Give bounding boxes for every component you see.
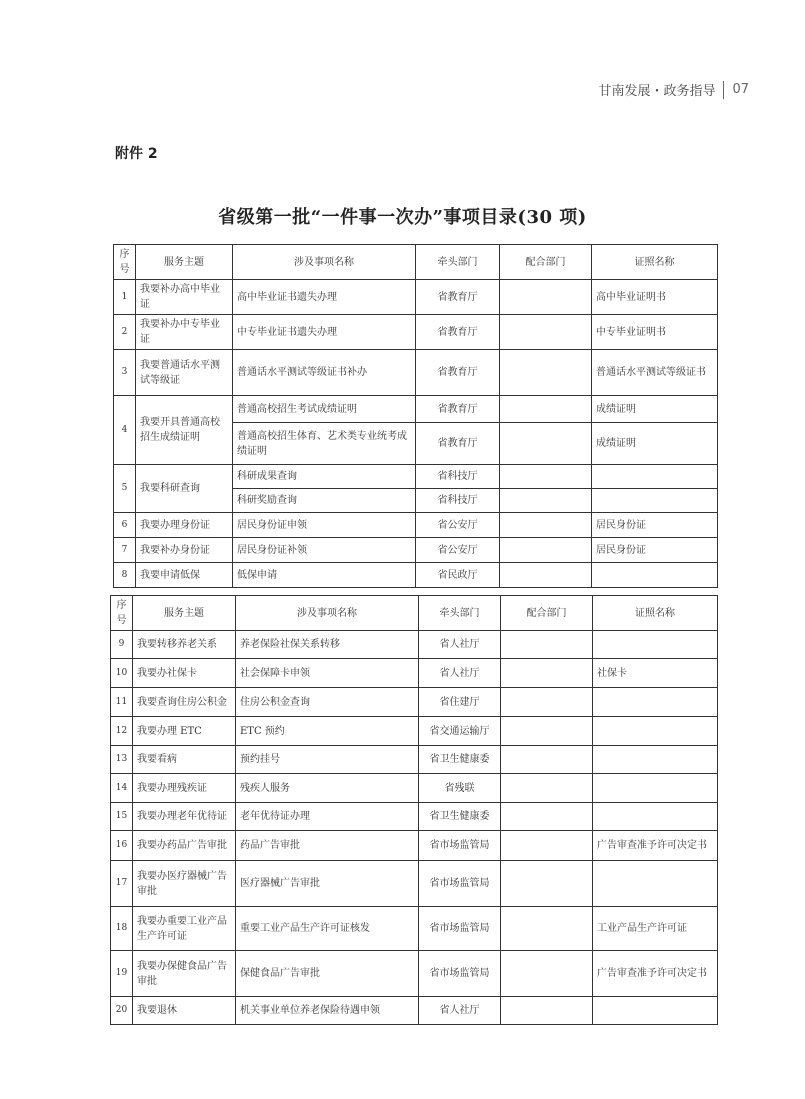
row-item: 药品广告审批 — [236, 831, 419, 861]
row-topic: 我要普通话水平测试等级证 — [136, 350, 233, 396]
row-coop — [500, 465, 592, 489]
row-no: 8 — [114, 563, 136, 588]
row-item: 医疗器械广告审批 — [236, 861, 419, 907]
header-section: 甘南发展・政务指导 — [598, 84, 716, 99]
row-cert — [593, 688, 718, 717]
col-header-cert: 证照名称 — [592, 245, 718, 280]
table-row — [111, 951, 718, 997]
row-no: 12 — [111, 717, 133, 746]
row-coop — [500, 538, 592, 563]
row-dept: 省住建厅 — [419, 688, 501, 717]
row-no: 14 — [111, 774, 133, 803]
row-no: 20 — [111, 997, 133, 1025]
row-item: ETC 预约 — [236, 717, 419, 746]
row-no: 18 — [111, 907, 133, 951]
row-cert: 社保卡 — [593, 659, 718, 688]
row-cert: 高中毕业证明书 — [592, 280, 718, 315]
row-cert — [593, 746, 718, 774]
row-topic: 我要办理 ETC — [133, 717, 236, 746]
row-topic: 我要科研查询 — [136, 465, 233, 513]
row-coop — [500, 350, 592, 396]
col-header-dept: 牵头部门 — [416, 245, 500, 280]
row-dept: 省科技厅 — [416, 489, 500, 513]
row-dept: 省教育厅 — [416, 350, 500, 396]
items-table-1 — [113, 244, 718, 588]
row-item: 低保申请 — [233, 563, 416, 588]
table-row — [114, 538, 718, 563]
row-coop — [500, 423, 592, 465]
table-row — [111, 997, 718, 1025]
table-row — [111, 717, 718, 746]
table-row — [114, 563, 718, 588]
row-cert — [592, 489, 718, 513]
row-dept: 省教育厅 — [416, 396, 500, 423]
row-coop — [501, 951, 593, 997]
row-dept: 省公安厅 — [416, 538, 500, 563]
row-coop — [501, 717, 593, 746]
attachment-label: 附件 2 — [115, 146, 158, 162]
table-row — [111, 907, 718, 951]
row-cert: 广告审查准予许可决定书 — [593, 951, 718, 997]
row-cert: 成绩证明 — [592, 423, 718, 465]
row-cert — [593, 774, 718, 803]
row-coop — [500, 280, 592, 315]
row-cert: 普通话水平测试等级证书 — [592, 350, 718, 396]
row-cert — [592, 563, 718, 588]
row-topic: 我要办理残疾证 — [133, 774, 236, 803]
row-topic: 我要办医疗器械广告审批 — [133, 861, 236, 907]
row-dept: 省民政厅 — [416, 563, 500, 588]
row-item: 重要工业产品生产许可证核发 — [236, 907, 419, 951]
row-cert: 广告审查准予许可决定书 — [593, 831, 718, 861]
document-title: 省级第一批“一件事一次办”事项目录(30 项) — [218, 207, 587, 228]
row-coop — [501, 688, 593, 717]
table-row — [111, 659, 718, 688]
row-dept: 省卫生健康委 — [419, 746, 501, 774]
row-dept: 省公安厅 — [416, 513, 500, 538]
row-item: 机关事业单位养老保险待遇申领 — [236, 997, 419, 1025]
page-header — [598, 80, 749, 99]
row-no: 9 — [111, 631, 133, 659]
row-cert — [593, 861, 718, 907]
row-topic: 我要补办高中毕业证 — [136, 280, 233, 315]
row-dept: 省人社厅 — [419, 659, 501, 688]
row-cert — [593, 997, 718, 1025]
row-item: 科研成果查询 — [233, 465, 416, 489]
row-dept: 省市场监管局 — [419, 861, 501, 907]
row-cert — [593, 803, 718, 831]
row-topic: 我要办理老年优待证 — [133, 803, 236, 831]
row-no: 15 — [111, 803, 133, 831]
row-item: 居民身份证补领 — [233, 538, 416, 563]
row-item: 养老保险社保关系转移 — [236, 631, 419, 659]
row-dept: 省教育厅 — [416, 315, 500, 350]
row-item: 普通话水平测试等级证书补办 — [233, 350, 416, 396]
col-header-dept: 牵头部门 — [419, 596, 501, 631]
row-topic: 我要查询住房公积金 — [133, 688, 236, 717]
row-dept: 省教育厅 — [416, 423, 500, 465]
row-no: 2 — [114, 315, 136, 350]
col-header-coop: 配合部门 — [500, 245, 592, 280]
row-item: 普通高校招生考试成绩证明 — [233, 396, 416, 423]
row-dept: 省科技厅 — [416, 465, 500, 489]
row-no: 13 — [111, 746, 133, 774]
row-topic: 我要申请低保 — [136, 563, 233, 588]
col-header-no: 序号 — [111, 596, 133, 631]
col-header-topic: 服务主题 — [136, 245, 233, 280]
row-item: 老年优待证办理 — [236, 803, 419, 831]
row-no: 16 — [111, 831, 133, 861]
row-no: 3 — [114, 350, 136, 396]
row-cert: 成绩证明 — [592, 396, 718, 423]
row-no: 11 — [111, 688, 133, 717]
col-header-item: 涉及事项名称 — [233, 245, 416, 280]
row-no: 7 — [114, 538, 136, 563]
row-coop — [501, 803, 593, 831]
row-coop — [501, 659, 593, 688]
table-row — [114, 315, 718, 350]
row-item: 高中毕业证书遗失办理 — [233, 280, 416, 315]
row-item: 保健食品广告审批 — [236, 951, 419, 997]
row-item: 普通高校招生体育、艺术类专业统考成绩证明 — [233, 423, 416, 465]
row-no: 5 — [114, 465, 136, 513]
row-dept: 省残联 — [419, 774, 501, 803]
row-item: 住房公积金查询 — [236, 688, 419, 717]
table-row — [114, 280, 718, 315]
row-coop — [501, 831, 593, 861]
row-cert — [593, 717, 718, 746]
row-coop — [501, 746, 593, 774]
row-dept: 省市场监管局 — [419, 907, 501, 951]
col-header-cert: 证照名称 — [593, 596, 718, 631]
row-coop — [501, 997, 593, 1025]
table-row — [114, 465, 718, 489]
table-row — [111, 803, 718, 831]
table-row — [111, 831, 718, 861]
col-header-coop: 配合部门 — [501, 596, 593, 631]
table-row — [111, 746, 718, 774]
table-row — [111, 861, 718, 907]
row-no: 19 — [111, 951, 133, 997]
row-topic: 我要补办中专毕业证 — [136, 315, 233, 350]
items-table-2 — [110, 595, 718, 1025]
row-dept: 省卫生健康委 — [419, 803, 501, 831]
row-coop — [500, 315, 592, 350]
row-cert: 居民身份证 — [592, 513, 718, 538]
row-item: 预约挂号 — [236, 746, 419, 774]
col-header-topic: 服务主题 — [133, 596, 236, 631]
row-cert: 居民身份证 — [592, 538, 718, 563]
row-topic: 我要办理身份证 — [136, 513, 233, 538]
col-header-no: 序号 — [114, 245, 136, 280]
row-item: 社会保障卡申领 — [236, 659, 419, 688]
row-topic: 我要办重要工业产品生产许可证 — [133, 907, 236, 951]
row-item: 居民身份证申领 — [233, 513, 416, 538]
row-dept: 省人社厅 — [419, 631, 501, 659]
row-topic: 我要退休 — [133, 997, 236, 1025]
col-header-item: 涉及事项名称 — [236, 596, 419, 631]
row-no: 10 — [111, 659, 133, 688]
row-coop — [500, 513, 592, 538]
row-topic: 我要看病 — [133, 746, 236, 774]
row-item: 残疾人服务 — [236, 774, 419, 803]
row-topic: 我要办药品广告审批 — [133, 831, 236, 861]
row-dept: 省市场监管局 — [419, 831, 501, 861]
row-cert — [593, 631, 718, 659]
table-row — [111, 688, 718, 717]
row-coop — [500, 563, 592, 588]
row-coop — [501, 861, 593, 907]
table-row — [114, 350, 718, 396]
row-no: 6 — [114, 513, 136, 538]
page-number: 07 — [732, 82, 749, 97]
row-dept: 省人社厅 — [419, 997, 501, 1025]
row-topic: 我要办保健食品广告审批 — [133, 951, 236, 997]
header-divider — [723, 81, 724, 99]
row-coop — [501, 907, 593, 951]
row-dept: 省交通运输厅 — [419, 717, 501, 746]
row-topic: 我要转移养老关系 — [133, 631, 236, 659]
row-cert — [592, 465, 718, 489]
row-item: 科研奖励查询 — [233, 489, 416, 513]
row-coop — [501, 631, 593, 659]
table-row — [111, 774, 718, 803]
row-cert: 工业产品生产许可证 — [593, 907, 718, 951]
row-coop — [500, 396, 592, 423]
row-dept: 省教育厅 — [416, 280, 500, 315]
row-no: 17 — [111, 861, 133, 907]
row-item: 中专毕业证书遗失办理 — [233, 315, 416, 350]
row-coop — [501, 774, 593, 803]
row-dept: 省市场监管局 — [419, 951, 501, 997]
row-topic: 我要开具普通高校招生成绩证明 — [136, 396, 233, 465]
row-no: 1 — [114, 280, 136, 315]
row-no: 4 — [114, 396, 136, 465]
row-cert: 中专毕业证明书 — [592, 315, 718, 350]
row-topic: 我要办社保卡 — [133, 659, 236, 688]
table-row — [114, 396, 718, 423]
table-row — [111, 631, 718, 659]
table-row — [114, 513, 718, 538]
row-coop — [500, 489, 592, 513]
row-topic: 我要补办身份证 — [136, 538, 233, 563]
